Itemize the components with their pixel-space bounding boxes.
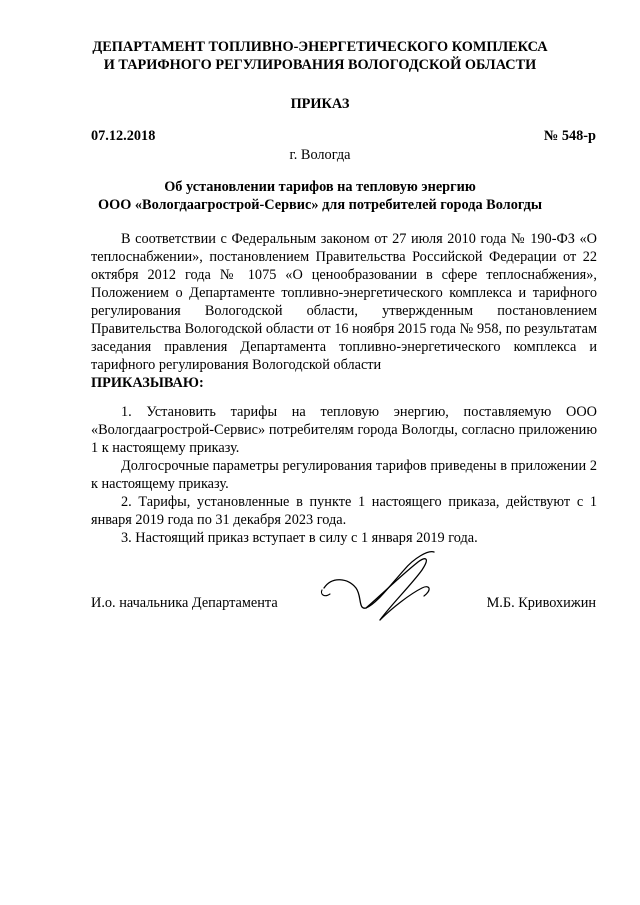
subject-line-1: Об установлении тарифов на тепловую энергию — [164, 179, 476, 195]
order-number: № 548-р — [543, 128, 596, 144]
point-1: 1. Установить тарифы на тепловую энергию, поставляемую ООО «Вологдаагрострой-Сервис» потребителям города Вологды, согласно приложению 1 к настоящему приказу. — [91, 404, 597, 456]
department-line-1: ДЕПАРТАМЕНТ ТОПЛИВНО-ЭНЕРГЕТИЧЕСКОГО КОМПЛЕКСА — [92, 39, 548, 55]
order-subject — [60, 178, 580, 214]
subject-line-2: ООО «Вологдаагрострой-Сервис» для потребителей города Вологды — [97, 197, 543, 213]
signatory-name: М.Б. Кривохижин — [486, 595, 596, 611]
order-points — [91, 403, 597, 547]
decree-word: ПРИКАЗЫВАЮ: — [91, 375, 204, 391]
department-line-2: И ТАРИФНОГО РЕГУЛИРОВАНИЯ ВОЛОГОДСКОЙ ОБЛАСТИ — [103, 57, 537, 73]
document-type: ПРИКАЗ — [290, 96, 350, 112]
point-3: 3. Настоящий приказ вступает в силу с 1 января 2019 года. — [121, 530, 478, 546]
point-2: 2. Тарифы, установленные в пункте 1 настоящего приказа, действуют с 1 января 2019 года по 31 декабря 2023 года. — [91, 494, 597, 528]
point-1-note: Долгосрочные параметры регулирования тарифов приведены в приложении 2 к настоящему приказу. — [91, 458, 597, 492]
handwritten-signature — [318, 548, 468, 626]
order-city: г. Вологда — [289, 147, 351, 163]
department-header — [40, 38, 600, 74]
preamble-paragraph: В соответствии с Федеральным законом от 27 июля 2010 года № 190-ФЗ «О теплоснабжении», постановлением Правительства Российской Федерации от 22 октября 2012 года № 1075 «О ценообразовании в сфере теплоснабжения», Положением о Департаменте топливно-энергетического комплекса и тарифного регулирования Вологодской области, утвержденным постановлением Правительства Вологодской области от 16 ноября 2015 года № 958, по результатам заседания правления Департамента топливно-энергетического комплекса и тарифного регулирования Вологодской области — [91, 231, 597, 373]
signatory-position: И.о. начальника Департамента — [91, 595, 278, 611]
order-date: 07.12.2018 — [91, 128, 156, 144]
